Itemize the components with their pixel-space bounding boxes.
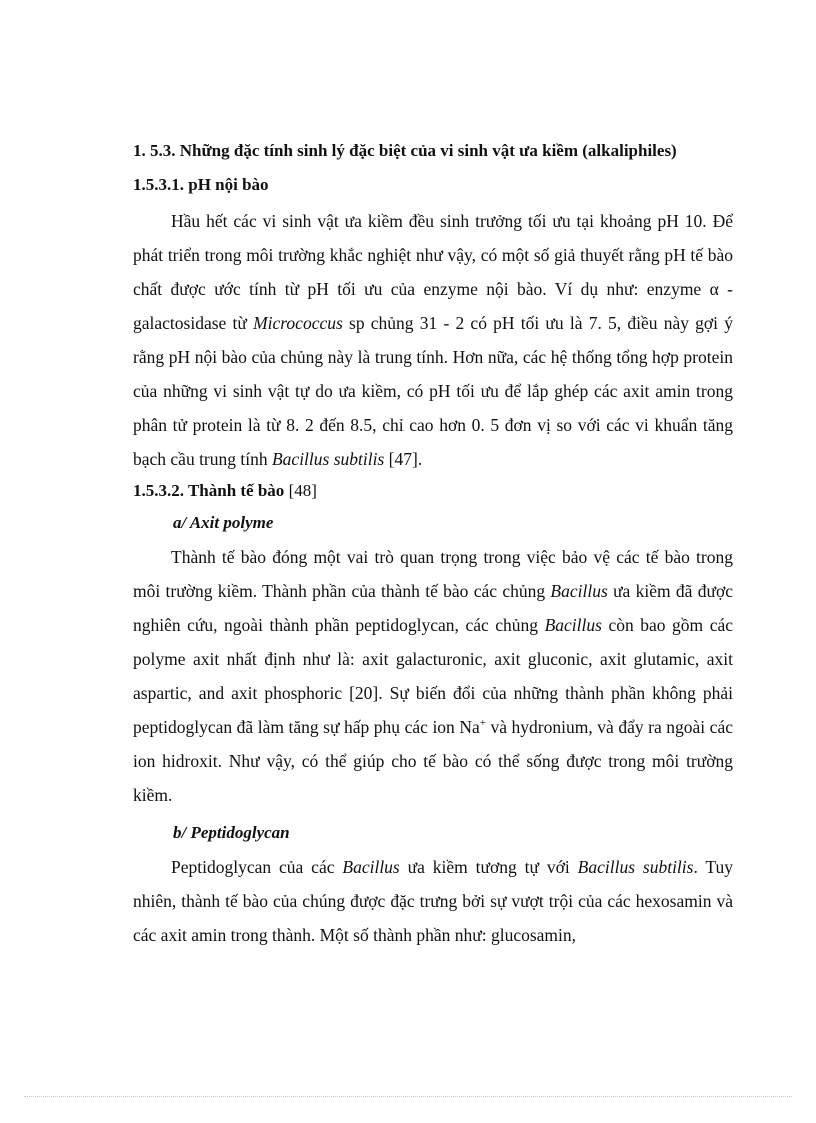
- paragraph-intracellular-ph: [133, 204, 733, 476]
- text-run: sp chủng 31 - 2 có pH tối ưu là 7. 5, điều này gợi ý rằng pH nội bào của chủng này là trung tính. Hơn nữa, các hệ thống tổng hợp protein của những vi sinh vật tự do ưa kiềm, có pH tối ưu để lắp ghép các axit amin trong phân tử protein là từ 8. 2 đến 8.5, chỉ cao hơn 0. 5 đơn vị so với các vi khuẩn tăng bạch cầu trung tính: [133, 313, 734, 469]
- italic-term: Bacillus: [544, 615, 602, 635]
- footer-divider: [24, 1096, 792, 1097]
- section-heading-1-5-3-1: 1.5.3.1. pH nội bào: [133, 175, 269, 194]
- section-heading-1-5-3: 1. 5.3. Những đặc tính sinh lý đặc biệt của vi sinh vật ưa kiềm (alkaliphiles): [133, 141, 677, 160]
- paragraph-acid-polymer: [133, 540, 733, 812]
- subheading-acid-polymer: a/ Axit polyme: [173, 513, 274, 532]
- paragraph-peptidoglycan: [133, 850, 733, 952]
- heading-text: 1.5.3.2. Thành tế bào: [133, 481, 285, 500]
- text-run: còn bao gồm các polyme axit nhất định như là: axit galacturonic, axit gluconic, axit glutamic, axit aspartic, and axit phosphoric [20]. Sự biến đổi của những thành phần không phải peptidoglycan đã làm tăng sự hấp phụ các ion Na: [133, 615, 733, 737]
- text-run: [47].: [384, 449, 423, 469]
- italic-term: Bacillus: [550, 581, 608, 601]
- text-run: Thành tế bào đóng một vai trò quan trọng trong việc bảo vệ các tế bào trong môi trường kiềm. Thành phần của thành tế bào các chủng: [133, 547, 733, 601]
- document-page: [133, 138, 733, 952]
- italic-term: Bacillus: [342, 857, 400, 877]
- text-run: ưa kiềm đã được nghiên cứu, ngoài thành phần peptidoglycan, các chủng: [133, 581, 733, 635]
- superscript-plus: +: [479, 717, 486, 730]
- text-run: . Tuy nhiên, thành tế bào của chúng được đặc trưng bởi sự vượt trội của các hexosamin và các axit amin trong thành. Một số thành phần như: glucosamin,: [133, 857, 733, 945]
- text-run: Peptidoglycan của các: [171, 857, 343, 877]
- italic-term: Micrococcus: [253, 313, 343, 333]
- text-run: ưa kiềm tương tự với: [399, 857, 578, 877]
- italic-term: Bacillus subtilis: [271, 449, 385, 469]
- subheading-peptidoglycan: b/ Peptidoglycan: [173, 823, 290, 842]
- section-heading-1-5-3-2: [133, 478, 733, 504]
- italic-term: Bacillus subtilis: [577, 857, 694, 877]
- text-run: và hydronium, và đẩy ra ngoài các ion hidroxit. Như vậy, có thể giúp cho tế bào có thể sống được trong môi trường kiềm.: [133, 717, 733, 805]
- heading-reference: [48]: [284, 481, 317, 500]
- text-run: Hầu hết các vi sinh vật ưa kiềm đều sinh trưởng tối ưu tại khoảng pH 10. Để phát triển trong môi trường khắc nghiệt như vậy, có một số giả thuyết rằng pH tế bào chất được ước tính từ pH tối ưu của enzyme nội bào. Ví dụ như: enzyme α - galactosidase từ: [133, 211, 733, 333]
